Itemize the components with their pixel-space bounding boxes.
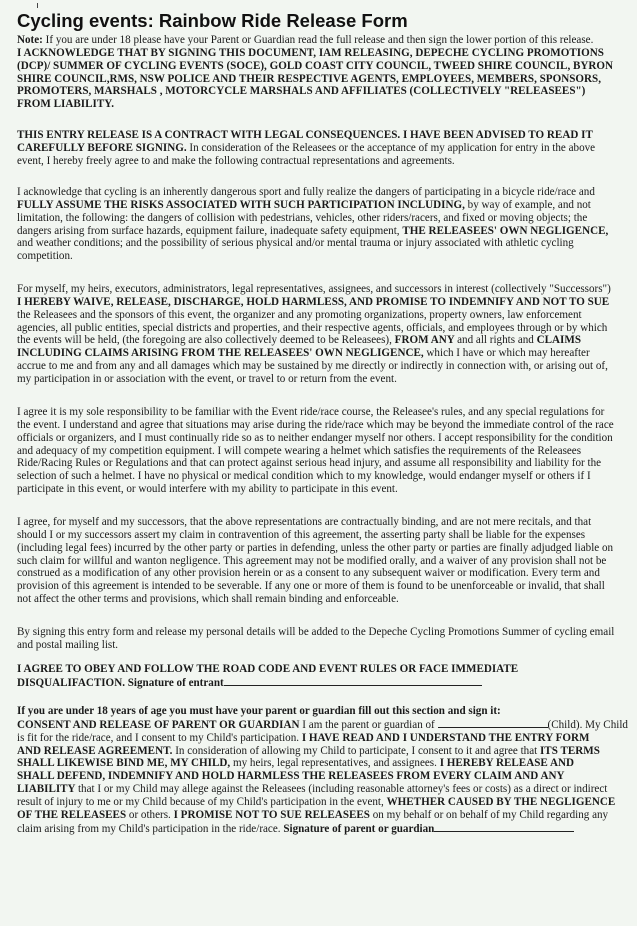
bold-text: LIABILITY: [17, 783, 78, 796]
text-line: [17, 322, 637, 335]
bold-text: OF THE RELEASEES: [17, 808, 129, 821]
body-text: selection of such a helmet. I have no physical or medical condition which to my knowledge, would endanger myself or others if I: [17, 470, 591, 483]
text-line: [17, 555, 637, 568]
text-line: [17, 47, 637, 60]
body-text: is fit for the ride/race, and I consent to my Child's participation.: [17, 731, 302, 744]
body-text: that I or my Child may allege against the Releasees (including reasonable attorney's fees or costs) as a direct or indirect: [77, 783, 608, 796]
bold-text: I ACKNOWLEDGE THAT BY SIGNING THIS DOCUMENT, IAM RELEASING, DEPECHE CYCLING PROMOTIONS: [17, 46, 604, 59]
text-line: [17, 626, 637, 639]
bold-text: Signature of parent or guardian: [283, 822, 435, 835]
body-text: If you are under 18 please have your Parent or Guardian read the full release and then sign the lower portion of this release.: [45, 34, 594, 46]
bold-text: FROM LIABILITY.: [17, 98, 114, 111]
bold-text: CLAIMS: [536, 334, 582, 347]
bold-text: CONSENT AND RELEASE OF PARENT OR GUARDIAN: [17, 718, 303, 731]
text-line: [17, 470, 637, 483]
text-line: [17, 250, 637, 263]
text-line: [17, 445, 637, 458]
text-line: [17, 783, 637, 796]
body-text: and all rights and: [457, 334, 537, 347]
bold-text: SHALL DEFEND, INDEMNIFY AND HOLD HARMLESS THE RELEASEES FROM EVERY CLAIM AND ANY: [17, 770, 565, 783]
text-line: [17, 406, 637, 419]
bold-text: I AGREE TO OBEY AND FOLLOW THE ROAD CODE AND EVENT RULES OR FACE IMMEDIATE: [17, 663, 519, 675]
body-text: I agree it is my sole responsibility to be familiar with the Event ride/race course, the Releasee's rules, and any special regulations for: [17, 406, 605, 418]
text-line: [17, 593, 637, 606]
text-line: [17, 199, 637, 212]
text-line: [17, 809, 637, 822]
signature-line[interactable]: [438, 718, 548, 728]
text-line: [17, 770, 637, 783]
paragraph-privacy: [17, 626, 637, 652]
text-line: [17, 60, 637, 73]
body-text: In consideration of the Releasees or the acceptance of my application for entry in the above: [189, 141, 596, 154]
body-text: not affect the other terms and provisions, which shall remain binding and enforceable.: [17, 593, 399, 606]
text-line: [17, 98, 637, 111]
text-line: [17, 225, 637, 238]
body-text: I am the parent or guardian of: [302, 718, 438, 731]
body-text: my participation in or association with the event, or travel to or return from the event.: [17, 372, 397, 385]
text-line: [17, 457, 637, 470]
bold-text: I PROMISE NOT TO SUE RELEASEES: [173, 808, 373, 821]
body-text: result of injury to me or my Child because of my Child's participation in the event,: [17, 795, 387, 808]
text-line: [17, 483, 637, 496]
text-line: [17, 309, 637, 322]
text-line: [17, 516, 637, 529]
body-text: (Child). My Child: [547, 718, 628, 731]
bold-text: I HAVE READ AND I UNDERSTAND THE ENTRY FORM: [301, 731, 590, 744]
text-line: [17, 73, 637, 86]
text-line: [17, 529, 637, 542]
body-text: I acknowledge that cycling is an inherently dangerous sport and fully realize the dangers of participating in a bicycle ride/race and: [17, 186, 595, 198]
text-line: [17, 85, 637, 98]
paragraph-guardian: [17, 705, 637, 835]
text-line: [17, 155, 637, 168]
paragraph-waiver: [17, 283, 637, 386]
bold-text: DISQUALIFACTION. Signature of entrant: [17, 676, 224, 689]
text-line: [17, 419, 637, 432]
text-line: [17, 567, 637, 580]
body-text: and adequacy of my competition equipment. I will compete wearing a helmet which satisfies the requirements of the Releasees: [17, 444, 582, 457]
text-line: [17, 283, 637, 296]
bold-text: SHIRE COUNCIL,RMS, NSW POLICE AND THEIR RESPECTIVE AGENTS, EMPLOYEES, MEMBERS, SPONSORS,: [17, 72, 601, 85]
bold-text: SHALL LIKEWISE BIND ME, MY CHILD,: [17, 757, 233, 770]
bold-text: ITS TERMS: [539, 744, 600, 757]
text-line: [17, 732, 637, 745]
text-line: [17, 663, 637, 676]
body-text: my heirs, legal representatives, and assignees.: [232, 757, 440, 770]
body-text: the event. I understand and agree that situations may arise during the ride/race which may be beyond the immediate control of the race: [17, 418, 614, 431]
paragraph-responsibility: [17, 406, 637, 496]
signature-line[interactable]: [224, 676, 482, 686]
body-text: By signing this entry form and release my personal details will be added to the Depeche Cycling Promotions Summer of cycling email: [17, 626, 615, 638]
body-text: (including legal fees) incurred by the other party or parties in defending, unless the other party or parties are finally adjudged liable on: [17, 541, 614, 554]
body-text: accrue to me and from any and all damages which may be sustained by me directly or indirectly in connection with, or arising out of,: [17, 360, 608, 373]
body-text: claim arising from my Child's participation in the ride/race.: [17, 822, 284, 835]
paragraph-binding: [17, 516, 637, 606]
body-text: such claim for willful and wanton negligence. This agreement may not be modified orally, and a waiver of any provision shall not be: [17, 554, 607, 567]
body-text: provision of this agreement is intended to be severable. If any one or more of them is found to be unenforceable or invalid, that shall: [17, 580, 605, 593]
paragraph-risk: [17, 186, 637, 263]
text-line: [17, 757, 637, 770]
paragraph-road-code: [17, 663, 637, 690]
bold-text: If you are under 18 years of age you must have your parent or guardian fill out this section and sign it:: [17, 705, 501, 717]
bold-text: INCLUDING CLAIMS ARISING FROM THE RELEASEES' OWN NEGLIGENCE,: [17, 347, 427, 360]
bold-text: WHETHER CAUSED BY THE NEGLIGENCE: [386, 795, 616, 808]
text-line: [17, 129, 637, 142]
text-line: [17, 334, 637, 347]
body-text: limitation, the following: the dangers of collision with pedestrians, vehicles, other riders/racers, and fixed or moving objects; the: [17, 211, 588, 224]
form-title: Cycling events: Rainbow Ride Release Form: [17, 10, 408, 31]
body-text: dangers arising from surface hazards, equipment failure, inadequate safety equipment,: [17, 224, 403, 237]
scan-mark: [37, 3, 38, 8]
text-line: [17, 212, 637, 225]
body-text: construed as a modification of any other provision herein or as a consent to any subsequent waiver or modification. Every term and: [17, 567, 600, 580]
body-text: and weather conditions; and the possibility of serious physical and/or mental trauma or injury associated with athletic cycling: [17, 237, 574, 250]
bold-text: FROM ANY: [394, 334, 458, 347]
text-line: [17, 745, 637, 758]
bold-text: I HEREBY WAIVE, RELEASE, DISCHARGE, HOLD HARMLESS, AND PROMISE TO INDEMNIFY AND NOT TO SUE: [17, 295, 610, 308]
body-text: which I have or which may hereafter: [426, 347, 590, 360]
body-text: the events will be held, (the foregoing are also collectively deemed to be Releasees),: [17, 334, 395, 347]
text-line: [17, 432, 637, 445]
body-text: the Releasees and the sponsors of this event, the organizer and any promoting organizations, property owners, law enforcement: [17, 308, 582, 321]
body-text: participate in this event, or would interfere with my ability to participate in this event.: [17, 483, 398, 496]
text-line: [17, 142, 637, 155]
text-line: [17, 676, 637, 690]
body-text: officials or organizers, and I must continually ride so as to neither endanger myself nor others. I accept responsibility for the condition: [17, 431, 613, 444]
body-text: by way of example, and not: [467, 198, 591, 211]
bold-text: Note:: [17, 34, 46, 46]
text-line: [17, 718, 637, 732]
bold-text: FULLY ASSUME THE RISKS ASSOCIATED WITH SUCH PARTICIPATION INCLUDING,: [17, 198, 468, 211]
text-line: [17, 580, 637, 593]
signature-line[interactable]: [434, 822, 574, 832]
body-text: Ride/Racing Rules or Regulations and that can protect against serious head injury, and assume all responsibility and liability for the: [17, 457, 602, 470]
text-line: [17, 796, 637, 809]
body-text: I agree, for myself and my successors, that the above representations are contractually binding, and are not mere recitals, and that: [17, 516, 592, 528]
bold-text: (DCP)/ SUMMER OF CYCLING EVENTS (SOCE), GOLD COAST CITY COUNCIL, TWEED SHIRE COUNCIL, BYRON: [17, 59, 614, 72]
body-text: event, I hereby freely agree to and make the following contractual representations and agreements.: [17, 154, 455, 167]
text-line: [17, 34, 637, 47]
body-text: and postal mailing list.: [17, 638, 119, 651]
bold-text: CAREFULLY BEFORE SIGNING.: [17, 141, 190, 154]
body-text: on my behalf or on behalf of my Child regarding any: [372, 808, 609, 821]
bold-text: THE RELEASEES' OWN NEGLIGENCE,: [402, 224, 609, 237]
body-text: In consideration of allowing my Child to participate, I consent to it and agree that: [175, 744, 540, 757]
text-line: [17, 705, 637, 718]
text-line: [17, 360, 637, 373]
bold-text: THIS ENTRY RELEASE IS A CONTRACT WITH LEGAL CONSEQUENCES. I HAVE BEEN ADVISED TO READ IT: [17, 129, 593, 141]
body-text: agencies, all public entities, special districts and properties, and their respective agents, officials, and employees through or by which: [17, 321, 608, 334]
paragraph-contract: [17, 129, 637, 168]
text-line: [17, 237, 637, 250]
body-text: For myself, my heirs, executors, administrators, legal representatives, assignees, and successors in interest (collectively "Successors"): [17, 283, 611, 295]
bold-text: PROMOTERS, MARSHALS , MOTORCYCLE MARSHALS AND AFFILIATES (COLLECTIVELY "RELEASEES"): [17, 85, 586, 98]
body-text: should I or my successors assert my claim in contravention of this agreement, the asserting party shall be liable for the expenses: [17, 528, 586, 541]
text-line: [17, 347, 637, 360]
text-line: [17, 296, 637, 309]
body-text: competition.: [17, 250, 73, 263]
text-line: [17, 542, 637, 555]
text-line: [17, 373, 637, 386]
text-line: [17, 639, 637, 652]
bold-text: I HEREBY RELEASE AND: [439, 757, 574, 770]
paragraph-note: [17, 34, 637, 111]
text-line: [17, 186, 637, 199]
text-line: [17, 822, 637, 836]
bold-text: AND RELEASE AGREEMENT.: [17, 744, 176, 757]
body-text: or others.: [128, 808, 174, 821]
